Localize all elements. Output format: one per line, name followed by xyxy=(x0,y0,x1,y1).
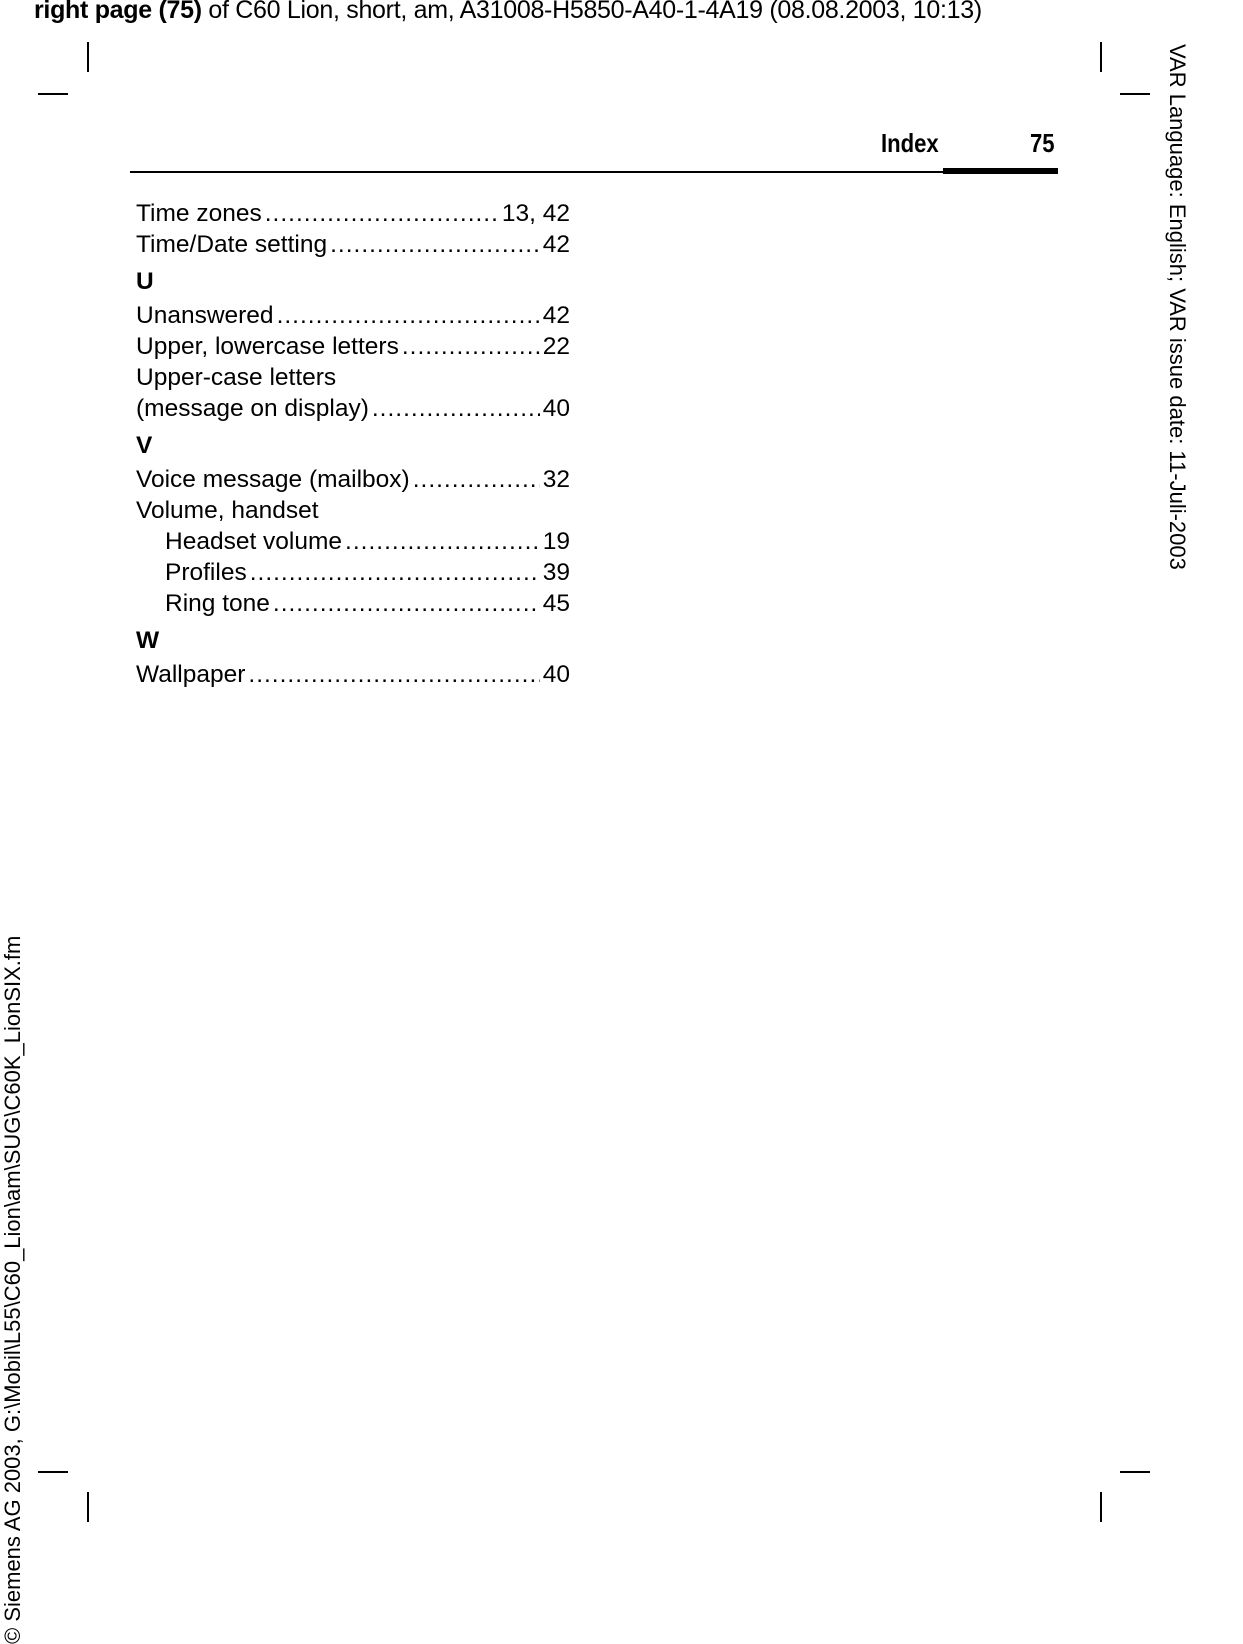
leader-dots xyxy=(273,588,540,619)
index-subentry xyxy=(136,588,570,619)
header-section: Index xyxy=(881,128,939,158)
entry-label: Voice message (mailbox) xyxy=(136,466,410,493)
entry-label: Upper-case letters xyxy=(136,364,337,391)
slug-rest: of C60 Lion, short, am, A31008-H5850-A40-1-4A19 (08.08.2003, 10:13) xyxy=(201,0,982,24)
leader-dots xyxy=(413,464,540,495)
leader-dots xyxy=(372,393,540,424)
leader-dots xyxy=(277,300,540,331)
leader-dots xyxy=(330,229,540,260)
entry-label: (message on display) xyxy=(136,395,369,422)
slug-bold: right page (75) xyxy=(34,0,202,24)
index-entry xyxy=(136,331,570,362)
entry-page: 40 xyxy=(542,661,570,688)
entry-page: 13, 42 xyxy=(501,200,570,227)
crop-mark xyxy=(1100,1492,1102,1522)
leader-dots xyxy=(345,526,540,557)
index-entry xyxy=(136,198,570,229)
index-entry xyxy=(136,659,570,690)
crop-mark xyxy=(38,1471,68,1473)
entry-label: Profiles xyxy=(165,559,247,586)
side-note-right: VAR Language: English; VAR issue date: 11-Juli-2003 xyxy=(1165,44,1190,570)
entry-label: Headset volume xyxy=(165,528,343,555)
index-entry xyxy=(136,464,570,495)
entry-page: 19 xyxy=(542,528,570,555)
index-letter-heading: W xyxy=(136,627,160,654)
crop-mark xyxy=(1100,42,1102,72)
header-page-number: 75 xyxy=(1030,128,1055,158)
index-subentry xyxy=(136,557,570,588)
index-list xyxy=(136,198,570,690)
entry-label: Time/Date setting xyxy=(136,231,328,258)
entry-label: Ring tone xyxy=(165,590,270,617)
entry-label: Time zones xyxy=(136,200,262,227)
entry-page: 42 xyxy=(542,231,570,258)
entry-label: Unanswered xyxy=(136,302,274,329)
index-letter-heading: V xyxy=(136,432,153,459)
entry-label: Wallpaper xyxy=(136,661,246,688)
entry-page: 22 xyxy=(542,333,570,360)
entry-page: 32 xyxy=(542,466,570,493)
entry-page: 39 xyxy=(542,559,570,586)
side-note-left: © Siemens AG 2003, G:\Mobil\L55\C60_Lion\am\SUG\C60K_LionSIX.fm xyxy=(0,935,25,1644)
crop-mark xyxy=(1120,93,1150,95)
leader-dots xyxy=(248,659,539,690)
index-entry xyxy=(136,229,570,260)
header-rule-accent xyxy=(943,168,1058,174)
entry-page: 45 xyxy=(542,590,570,617)
entry-page: 42 xyxy=(542,302,570,329)
leader-dots xyxy=(250,557,540,588)
entry-page: 40 xyxy=(542,395,570,422)
leader-dots xyxy=(265,198,499,229)
leader-dots xyxy=(402,331,540,362)
crop-mark xyxy=(87,1492,89,1522)
index-letter-heading: U xyxy=(136,268,154,295)
crop-mark xyxy=(38,93,68,95)
header-rule xyxy=(130,171,1058,173)
crop-mark xyxy=(87,42,89,72)
index-subentry xyxy=(136,526,570,557)
crop-mark xyxy=(1120,1471,1150,1473)
entry-label: Upper, lowercase letters xyxy=(136,333,399,360)
index-entry xyxy=(136,300,570,331)
print-slug xyxy=(34,0,982,25)
index-entry xyxy=(136,393,570,424)
entry-label: Volume, handset xyxy=(136,497,319,524)
